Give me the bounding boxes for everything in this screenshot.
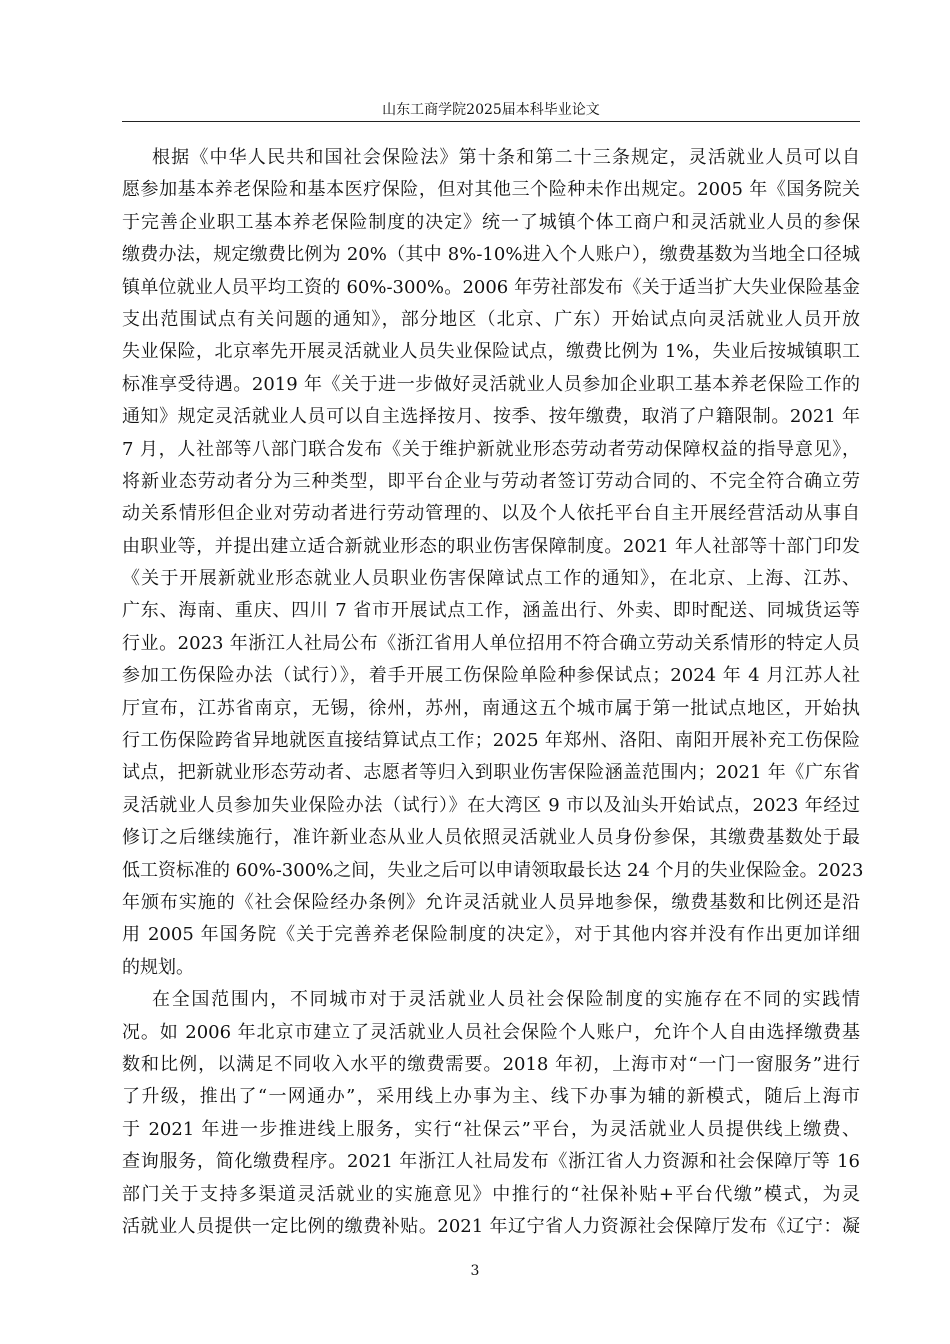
running-header: 山东工商学院2025届本科毕业论文 (382, 102, 600, 118)
text-line: 查询服务，简化缴费程序。2021 年浙江人社局发布《浙江省人力资源和社会保障厅等 16 (122, 1151, 860, 1173)
text-line: 7 月，人社部等八部门联合发布《关于维护新就业形态劳动者劳动保障权益的指导意见》， (122, 438, 860, 460)
text-line: 于完善企业职工基本养老保险制度的决定》统一了城镇个体工商户和灵活就业人员的参保 (122, 211, 860, 233)
text-line: 行业。2023 年浙江人社局公布《浙江省用人单位招用不符合确立劳动关系情形的特定人员 (122, 632, 860, 654)
text-line: 灵活就业人员参加失业保险办法（试行）》在大湾区 9 市以及汕头开始试点，2023 年经过 (122, 794, 860, 816)
text-line: 将新业态劳动者分为三种类型，即平台企业与劳动者签订劳动合同的、不完全符合确立劳 (122, 470, 860, 492)
paragraph (122, 984, 860, 1243)
header-rule (122, 121, 860, 122)
text-line: 参加工伤保险办法（试行）》，着手开展工伤保险单险种参保试点；2024 年 4 月江苏人社 (122, 665, 860, 687)
text-line: 行工伤保险跨省异地就医直接结算试点工作；2025 年郑州、洛阳、南阳开展补充工伤保险 (122, 730, 860, 752)
text-line: 由职业等，并提出建立适合新就业形态的职业伤害保障制度。2021 年人社部等十部门印发 (122, 535, 860, 557)
text-line: 用 2005 年国务院《关于完善养老保险制度的决定》，对于其他内容并没有作出更加详细 (122, 924, 860, 946)
text-line: 低工资标准的 60%-300%之间，失业之后可以申请领取最长达 24 个月的失业保险金。2023 (122, 859, 864, 881)
text-line: 在全国范围内，不同城市对于灵活就业人员社会保险制度的实施存在不同的实践情 (152, 989, 860, 1011)
text-line: 活就业人员提供一定比例的缴费补贴。2021 年辽宁省人力资源社会保障厅发布《辽宁：凝 (122, 1215, 860, 1237)
text-line: 年颁布实施的《社会保险经办条例》允许灵活就业人员异地参保，缴费基数和比例还是沿 (122, 891, 860, 913)
text-line: 广东、海南、重庆、四川 7 省市开展试点工作，涵盖出行、外卖、即时配送、同城货运等 (122, 600, 860, 622)
text-line: 于 2021 年进一步推进线上服务，实行“社保云”平台，为灵活就业人员提供线上缴费、 (122, 1118, 860, 1140)
text-line: 愿参加基本养老保险和基本医疗保险，但对其他三个险种未作出规定。2005 年《国务院关 (122, 179, 860, 201)
document-body (122, 142, 864, 1243)
text-line: 况。如 2006 年北京市建立了灵活就业人员社会保险个人账户，允许个人自由选择缴费基 (122, 1021, 860, 1043)
text-line: 厅宣布，江苏省南京，无锡，徐州，苏州，南通这五个城市属于第一批试点地区，开始执 (122, 697, 860, 719)
text-line: 的规划。 (122, 956, 194, 978)
text-line: 部门关于支持多渠道灵活就业的实施意见》中推行的“社保补贴+平台代缴”模式，为灵 (122, 1183, 860, 1205)
text-line: 试点，把新就业形态劳动者、志愿者等归入到职业伤害保险涵盖范围内；2021 年《广东省 (122, 762, 860, 784)
text-line: 失业保险，北京率先开展灵活就业人员失业保险试点，缴费比例为 1%，失业后按城镇职工 (122, 341, 860, 363)
text-line: 动关系情形但企业对劳动者进行劳动管理的、以及个人依托平台自主开展经营活动从事自 (122, 503, 860, 525)
text-line: 缴费办法，规定缴费比例为 20%（其中 8%-10%进入个人账户），缴费基数为当地全口径城 (122, 244, 860, 266)
text-line: 修订之后继续施行，准许新业态从业人员依照灵活就业人员身份参保，其缴费基数处于最 (122, 827, 860, 849)
text-line: 支出范围试点有关问题的通知》，部分地区（北京、广东）开始试点向灵活就业人员开放 (122, 308, 860, 330)
page-number: 3 (470, 1263, 480, 1279)
text-line: 标准享受待遇。2019 年《关于进一步做好灵活就业人员参加企业职工基本养老保险工作的 (122, 373, 860, 395)
text-line: 《关于开展新就业形态就业人员职业伤害保障试点工作的通知》，在北京、上海、江苏、 (122, 568, 860, 590)
text-line: 通知》规定灵活就业人员可以自主选择按月、按季、按年缴费，取消了户籍限制。2021 年 (122, 406, 860, 428)
text-line: 数和比例，以满足不同收入水平的缴费需要。2018 年初，上海市对“一门一窗服务”进行 (122, 1053, 860, 1075)
text-line: 了升级，推出了“一网通办”，采用线上办事为主、线下办事为辅的新模式，随后上海市 (122, 1086, 860, 1108)
text-line: 镇单位就业人员平均工资的 60%-300%。2006 年劳社部发布《关于适当扩大失业保险基金 (122, 276, 860, 298)
paragraph (122, 142, 864, 984)
text-line: 根据《中华人民共和国社会保险法》第十条和第二十三条规定，灵活就业人员可以自 (152, 147, 860, 168)
